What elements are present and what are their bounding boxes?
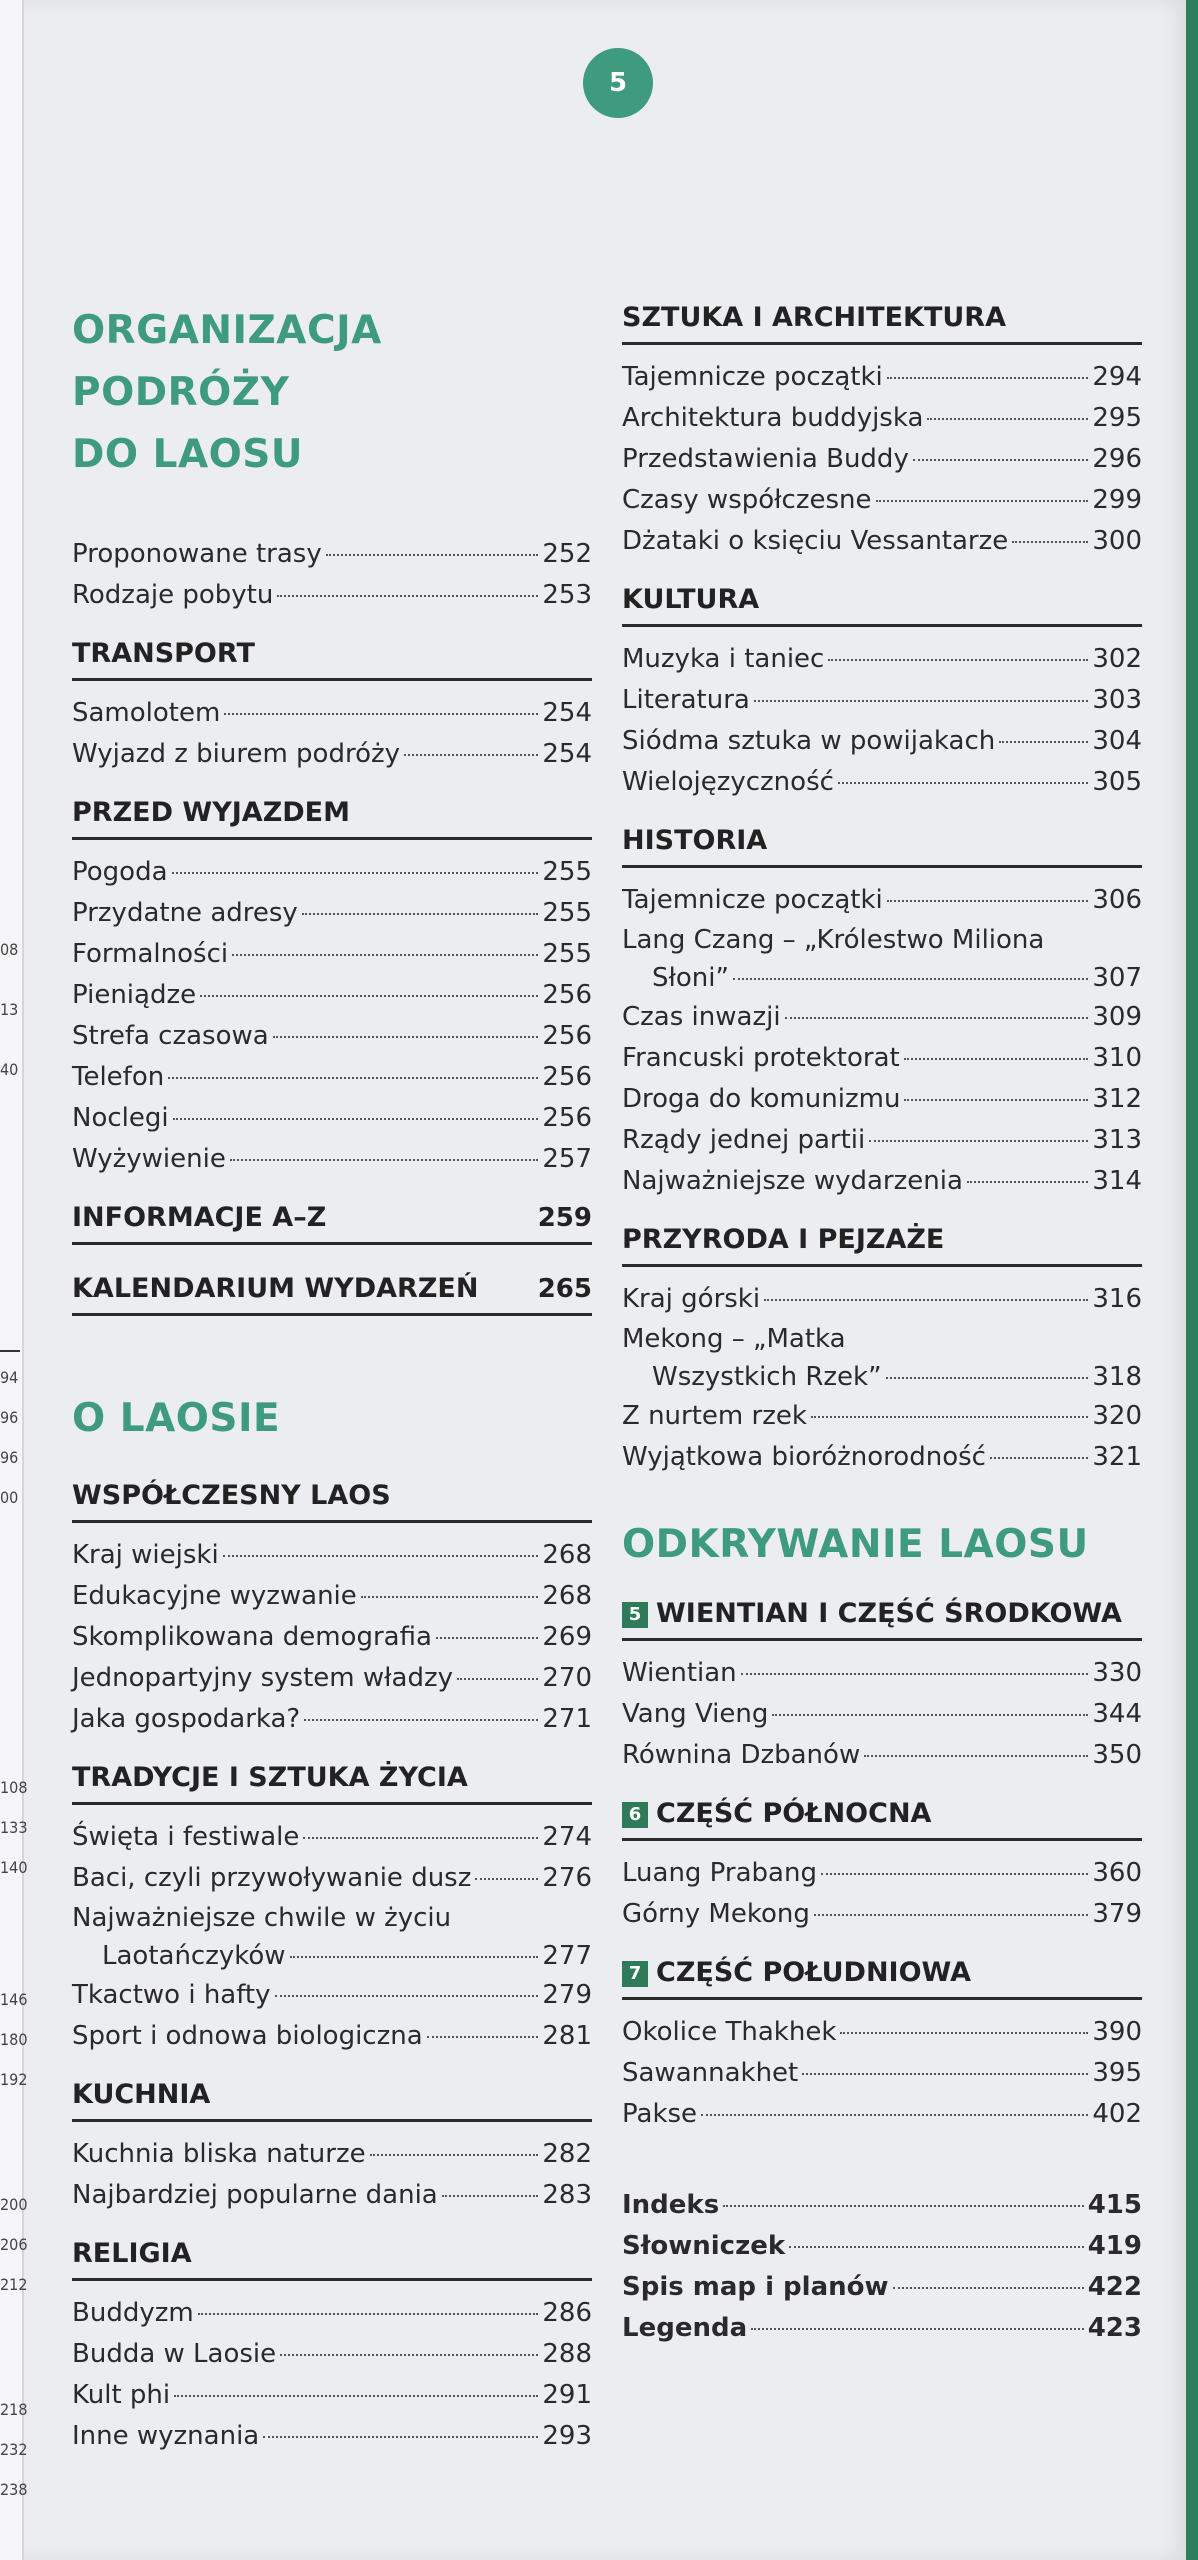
toc-entry[interactable]: Kraj górski 316 [622,1284,1142,1314]
edge-number: 232 [0,2440,28,2459]
toc-entry[interactable]: Droga do komunizmu 312 [622,1084,1142,1114]
section-heading: HISTORIA [622,823,1142,868]
toc-entry[interactable]: Pogoda 255 [72,857,592,887]
toc-entry[interactable]: Wyjazd z biurem podróży 254 [72,739,592,769]
toc-list [622,1853,1142,1935]
toc-entry[interactable]: Jaka gospodarka? 271 [72,1704,592,1734]
toc-entry[interactable]: Telefon 256 [72,1062,592,1092]
toc-list [622,639,1142,803]
edge-number: 108 [0,1778,28,1797]
toc-entry-legend[interactable]: Legenda 423 [622,2313,1142,2343]
toc-list [622,2012,1142,2135]
toc-entry[interactable]: Wyjątkowa bioróżnorodność 321 [622,1442,1142,1472]
toc-list [72,1817,592,2057]
toc-entry[interactable]: Czas inwazji 309 [622,1002,1142,1032]
edge-number: 13 [0,1000,19,1019]
part-title: O LAOSIE [72,1396,281,1441]
toc-entry[interactable]: Strefa czasowa 256 [72,1021,592,1051]
toc-entry-index[interactable]: Indeks 415 [622,2190,1142,2220]
edge-number: 96 [0,1408,19,1427]
section-heading: 6 CZĘŚĆ PÓŁNOCNA [622,1796,1142,1841]
part-title [72,300,592,486]
edge-number: 133 [0,1818,28,1837]
toc-list [622,880,1142,1202]
toc-entry[interactable]: Wientian 330 [622,1658,1142,1688]
toc-entry[interactable]: Najbardziej popularne dania 283 [72,2180,592,2210]
toc-entry[interactable]: Inne wyznania 293 [72,2421,592,2451]
toc-entry[interactable]: Dżataki o księciu Vessantarze 300 [622,526,1142,556]
edge-number: 218 [0,2400,28,2419]
section-heading: WSPÓŁCZESNY LAOS [72,1478,592,1523]
toc-list [72,1535,592,1740]
edge-number: 206 [0,2235,28,2254]
toc-entry[interactable]: Buddyzm 286 [72,2298,592,2328]
toc-entry[interactable]: Sport i odnowa biologiczna 281 [72,2021,592,2051]
edge-number: 192 [0,2070,28,2089]
part-title-line2: DO LAOSU [72,432,304,477]
section-heading: RELIGIA [72,2236,592,2281]
toc-entry[interactable]: Kult phi 291 [72,2380,592,2410]
edge-number: 40 [0,1060,19,1079]
toc-entry[interactable]: Przydatne adresy 255 [72,898,592,928]
edge-number: 96 [0,1448,19,1467]
toc-list [622,1653,1142,1776]
toc-entry[interactable]: Skomplikowana demografia 269 [72,1622,592,1652]
toc-entry[interactable]: Budda w Laosie 288 [72,2339,592,2369]
toc-entry[interactable]: Przedstawienia Buddy 296 [622,444,1142,474]
toc-entry[interactable]: Noclegi 256 [72,1103,592,1133]
section-heading: PRZED WYJAZDEM [72,795,592,840]
toc-entry[interactable]: Architektura buddyjska 295 [622,403,1142,433]
edge-rule [0,1350,20,1352]
section-heading: PRZYRODA I PEJZAŻE [622,1222,1142,1267]
chapter-number-badge: 6 [622,1802,648,1828]
toc-entry[interactable]: Edukacyjne wyzwanie 268 [72,1581,592,1611]
part-title-line1: ORGANIZACJA PODRÓŻY [72,308,382,415]
toc-entry[interactable]: Wielojęzyczność 305 [622,767,1142,797]
toc-entry[interactable]: Z nurtem rzek 320 [622,1401,1142,1431]
toc-entry[interactable]: Muzyka i taniec 302 [622,644,1142,674]
section-heading: SZTUKA I ARCHITEKTURA [622,300,1142,345]
toc-list [622,357,1142,562]
toc-entry[interactable]: Pakse 402 [622,2099,1142,2129]
edge-number: 238 [0,2480,28,2499]
toc-entry[interactable]: Tkactwo i hafty 279 [72,1980,592,2010]
edge-number: 180 [0,2030,28,2049]
toc-list [72,2293,592,2457]
chapter-number-badge: 7 [622,1961,648,1987]
section-heading: TRANSPORT [72,636,592,681]
toc-entry[interactable]: Rządy jednej partii 313 [622,1125,1142,1155]
toc-entry-multiline[interactable]: Mekong – „Matka Wszystkich Rzek” 318 [622,1324,1142,1392]
toc-entry-maps[interactable]: Spis map i planów 422 [622,2272,1142,2302]
edge-number: 00 [0,1488,19,1507]
toc-entry[interactable]: Samolotem 254 [72,698,592,728]
toc-entry[interactable]: Tajemnicze początki 306 [622,885,1142,915]
page-number-badge: 5 [583,48,653,118]
part-title: ODKRYWANIE LAOSU [622,1522,1089,1567]
toc-entry[interactable]: Baci, czyli przywoływanie dusz 276 [72,1863,592,1893]
toc-entry[interactable]: Rodzaje pobytu 253 [72,580,592,610]
edge-number: 212 [0,2275,28,2294]
toc-entry[interactable]: Okolice Thakhek 390 [622,2017,1142,2047]
toc-entry[interactable]: Kuchnia bliska naturze 282 [72,2139,592,2169]
edge-number: 140 [0,1858,28,1877]
toc-entry[interactable]: Jednopartyjny system władzy 270 [72,1663,592,1693]
toc-list [72,852,592,1180]
toc-entry[interactable]: Proponowane trasy 252 [72,539,592,569]
toc-list [72,2134,592,2216]
toc-entry[interactable]: Siódma sztuka w powijakach 304 [622,726,1142,756]
toc-entry[interactable]: Formalności 255 [72,939,592,969]
edge-number: 94 [0,1368,19,1387]
toc-entry[interactable]: Sawannakhet 395 [622,2058,1142,2088]
toc-list [622,1279,1142,1478]
toc-list [72,693,592,775]
edge-number: 08 [0,940,19,959]
section-heading: KUCHNIA [72,2077,592,2122]
toc-entry[interactable]: Vang Vieng 344 [622,1699,1142,1729]
toc-entry-multiline[interactable]: Najważniejsze chwile w życiu Laotańczyków 277 [72,1903,592,1971]
toc-entry[interactable]: Równina Dzbanów 350 [622,1740,1142,1770]
section-heading: 7 CZĘŚĆ POŁUDNIOWA [622,1955,1142,2000]
toc-entry[interactable]: Luang Prabang 360 [622,1858,1142,1888]
section-heading: KULTURA [622,582,1142,627]
toc-entry[interactable]: Kraj wiejski 268 [72,1540,592,1570]
toc-entry[interactable]: Wyżywienie 257 [72,1144,592,1174]
toc-entry[interactable]: Pieniądze 256 [72,980,592,1010]
toc-entry[interactable]: Tajemnicze początki 294 [622,362,1142,392]
toc-entry-glossary[interactable]: Słowniczek 419 [622,2231,1142,2261]
toc-entry[interactable]: Najważniejsze wydarzenia 314 [622,1166,1142,1196]
edge-number: 146 [0,1990,28,2009]
chapter-number-badge: 5 [622,1602,648,1628]
toc-left-column [72,300,592,2477]
toc-entry[interactable]: Francuski protektorat 310 [622,1043,1142,1073]
section-heading: 5 WIENTIAN I CZĘŚĆ ŚRODKOWA [622,1596,1142,1641]
section-heading: TRADYCJE I SZTUKA ŻYCIA [72,1760,592,1805]
toc-entry[interactable]: Święta i festiwale 274 [72,1822,592,1852]
toc-right-column [622,300,1142,2369]
back-matter-list [622,2185,1142,2349]
section-heading-kalendarium[interactable]: KALENDARIUM WYDARZEŃ 265 [72,1271,592,1316]
toc-entry[interactable]: Literatura 303 [622,685,1142,715]
previous-page-edge [0,0,28,2560]
toc-entry[interactable]: Czasy współczesne 299 [622,485,1142,515]
section-heading-informacje[interactable]: INFORMACJE A–Z 259 [72,1200,592,1245]
toc-list [72,534,592,616]
edge-number: 200 [0,2195,28,2214]
toc-entry[interactable]: Górny Mekong 379 [622,1899,1142,1929]
toc-entry-multiline[interactable]: Lang Czang – „Królestwo Miliona Słoni” 307 [622,925,1142,993]
